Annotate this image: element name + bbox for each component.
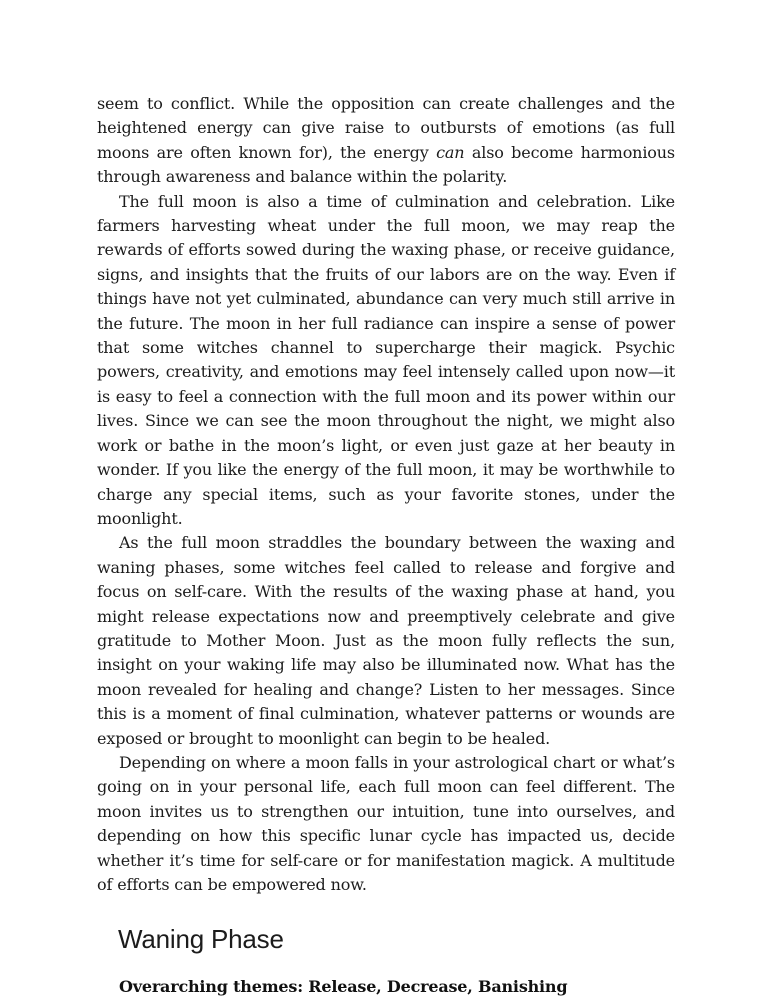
paragraph-text: also become harmonious through awareness and balance within the polarity. (97, 142, 675, 187)
section-heading-waning-phase: Waning Phase (118, 924, 284, 955)
paragraph-full-moon-release: As the full moon straddles the boundary between the waxing and waning phases, some witches feel called to release and forgive and focus on self-care. With the results of the waxing phase at hand, you might release expectations now and preemptively celebrate and give gratitude to Mother Moon. Just as the moon fully reflects the sun, insight on your waking life may also be illuminated now. What has the moon revealed for healing and change? Listen to her messages. Since this is a moment of final culmination, whatever patterns or wounds are exposed or brought to moonlight can begin to be healed. (97, 533, 675, 748)
overarching-themes: Overarching themes: Release, Decrease, Banishing (119, 977, 568, 997)
paragraph-full-moon-polarity (97, 92, 675, 190)
paragraph-full-moon-astrology: Depending on where a moon falls in your astrological chart or what’s going on in your personal life, each full moon can feel different. The moon invites us to strengthen our intuition, tune into ourselves, and depending on how this specific lunar cycle has impacted us, decide whether it’s time for self-care or for manifestation magick. A multitude of efforts can be empowered now. (97, 752, 675, 894)
paragraph-full-moon-culmination: The full moon is also a time of culmination and celebration. Like farmers harvesting wheat under the full moon, we may reap the rewards of efforts sowed during the waxing phase, or receive guidance, signs, and insights that the fruits of our labors are on the way. Even if things have not yet culminated, abundance can very much still arrive in the future. The moon in her full radiance can inspire a sense of power that some witches channel to supercharge their magick. Psychic powers, creativity, and emotions may feel intensely called upon now—it is easy to feel a connection with the full moon and its power within our lives. Since we can see the moon throughout the night, we might also work or bathe in the moon’s light, or even just gaze at her beauty in wonder. If you like the energy of the full moon, it may be worthwhile to charge any special items, such as your favorite stones, under the moonlight. (97, 191, 675, 528)
book-page (97, 92, 675, 999)
paragraph-text: seem to conflict. While the opposition can create challenges and the heightened energy can give raise to outbursts of emotions (as full moons are often known for), the energy (97, 94, 675, 162)
emphasized-word: can (436, 142, 465, 162)
